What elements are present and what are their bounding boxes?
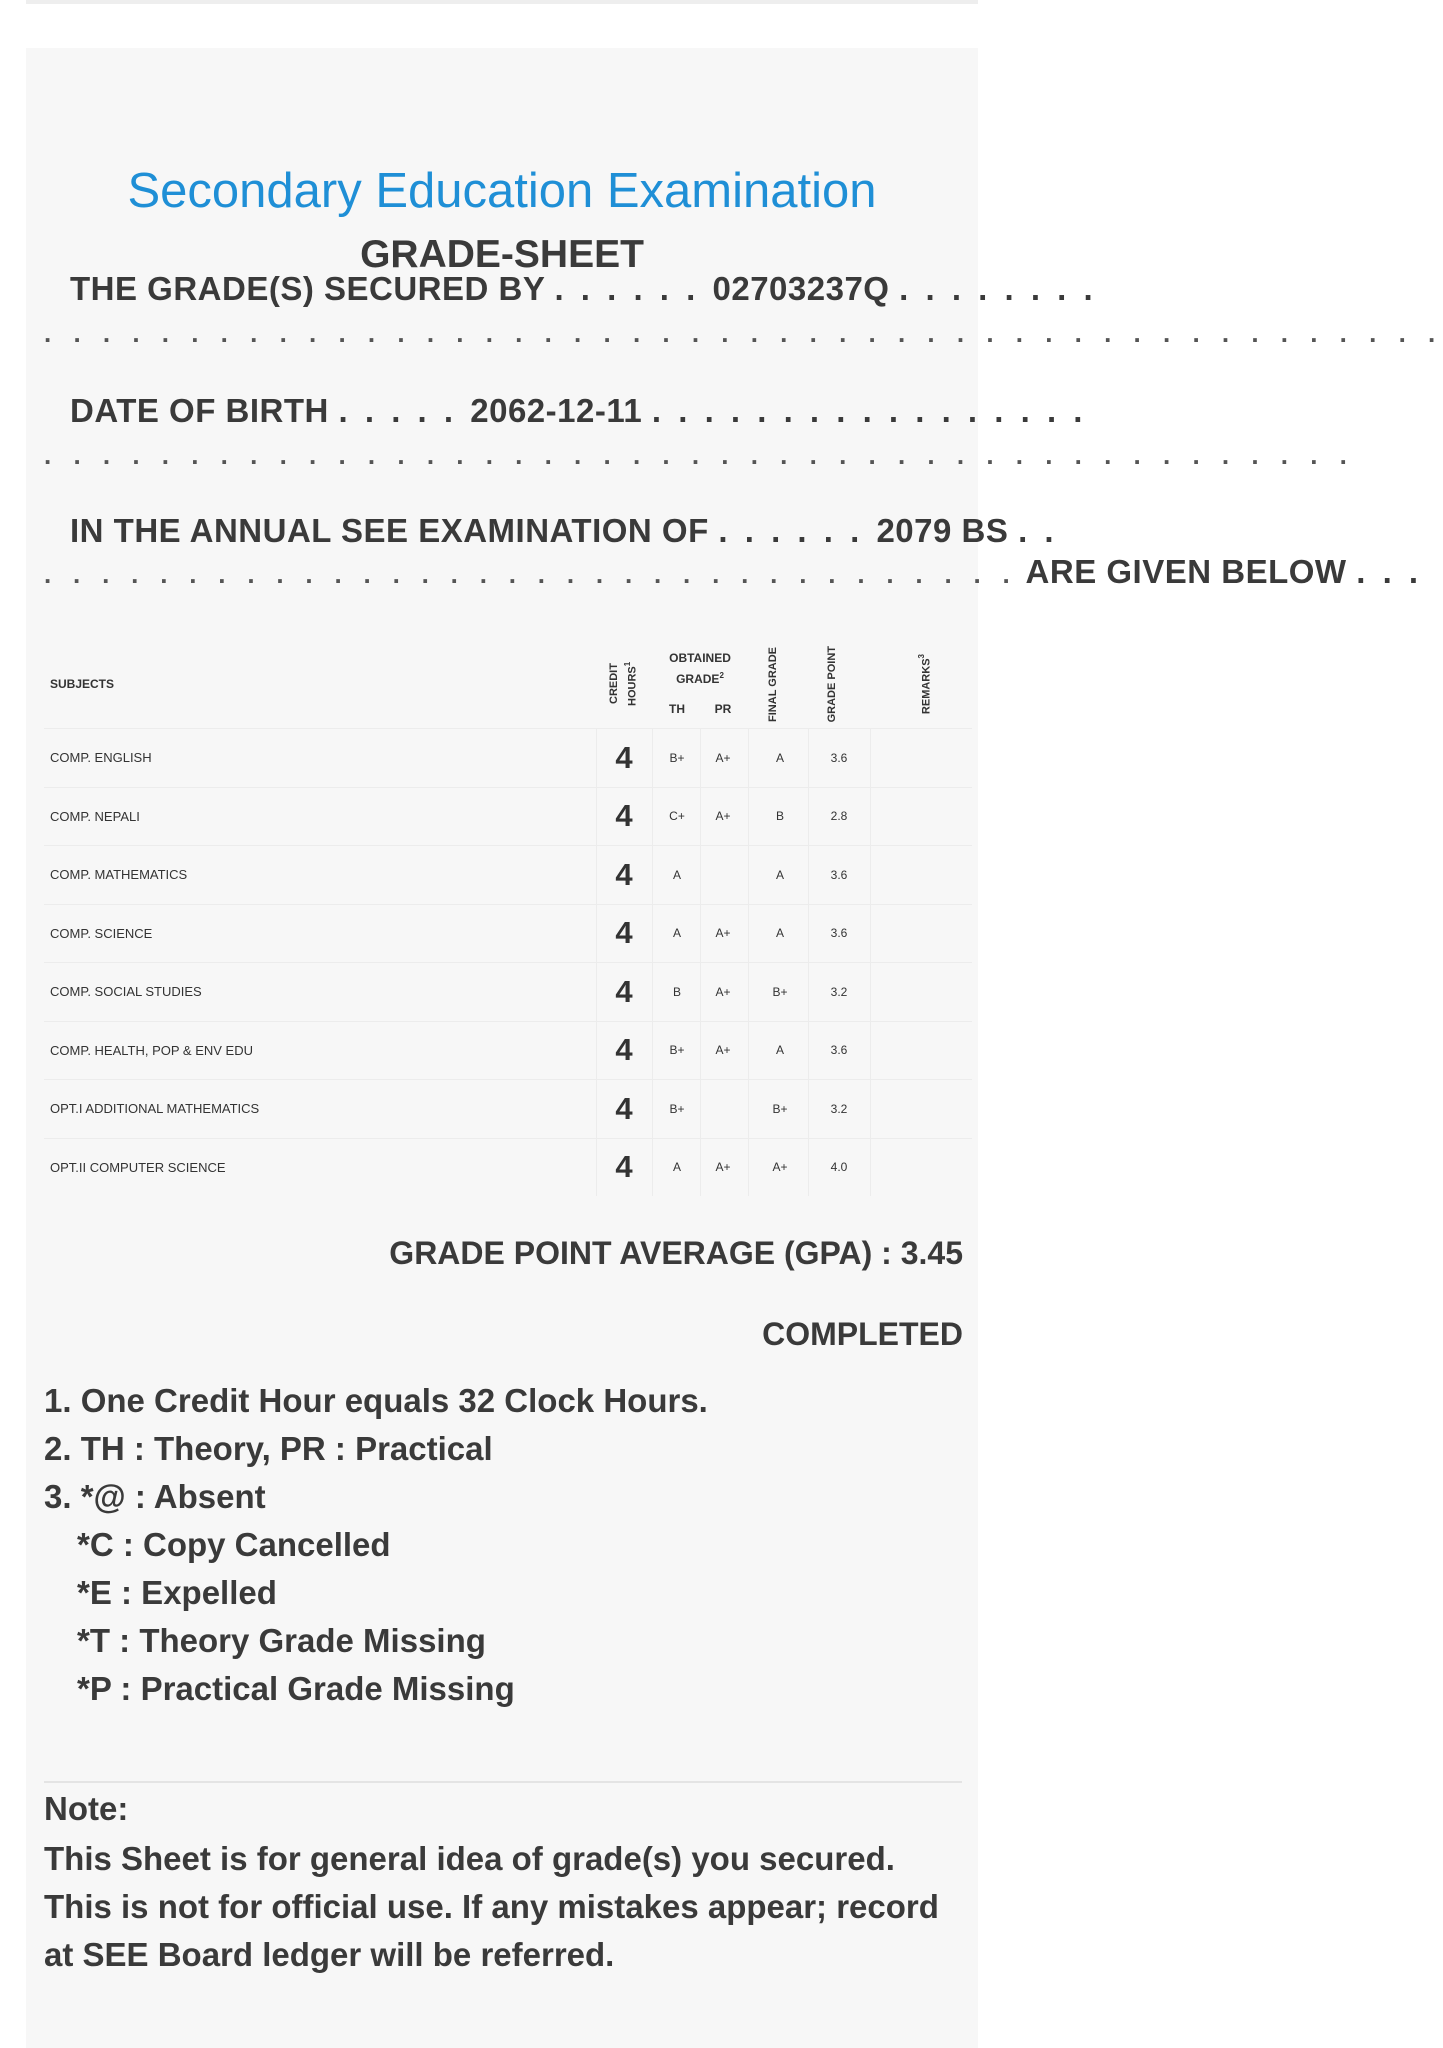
grade-point-cell: 3.6 xyxy=(830,926,848,941)
exam-of-line-2: . . . . . . . . . . . . . . . . . . . . . . . . . . . . . . . . . . ARE GIVEN BELOW . . . xyxy=(44,553,1423,590)
column-separator xyxy=(596,788,597,846)
credit-hours-cell: 4 xyxy=(615,856,633,892)
column-separator xyxy=(870,1139,871,1197)
column-separator xyxy=(808,846,809,904)
remarks-cell xyxy=(876,963,972,1021)
column-separator xyxy=(652,788,653,846)
header-grade-point: GRADE POINT xyxy=(826,645,838,723)
column-separator xyxy=(652,1080,653,1138)
header-th: TH xyxy=(669,702,685,716)
legend-item: *T : Theory Grade Missing xyxy=(77,1622,486,1659)
header-final-grade: FINAL GRADE xyxy=(767,646,779,722)
exam-of-label: IN THE ANNUAL SEE EXAMINATION OF xyxy=(70,512,709,549)
credit-hours-cell: 4 xyxy=(615,798,633,834)
column-separator xyxy=(808,963,809,1021)
legend-item: *P : Practical Grade Missing xyxy=(77,1670,515,1707)
final-grade-cell: A xyxy=(775,1043,784,1058)
remarks-cell xyxy=(876,729,972,787)
grade-point-cell: 3.6 xyxy=(830,867,848,882)
column-separator xyxy=(700,905,701,963)
top-divider xyxy=(26,0,978,4)
column-separator xyxy=(870,905,871,963)
remarks-cell xyxy=(876,846,972,904)
column-separator xyxy=(652,905,653,963)
column-separator xyxy=(748,1139,749,1197)
column-separator xyxy=(700,846,701,904)
column-separator xyxy=(652,729,653,787)
column-separator xyxy=(596,846,597,904)
column-separator xyxy=(870,729,871,787)
table-header xyxy=(44,640,972,728)
dob-line: DATE OF BIRTH . . . . . 2062-12-11 . . . . . . . . . . . . . . . . . xyxy=(44,392,964,430)
final-grade-cell: A xyxy=(775,867,784,882)
column-separator xyxy=(596,729,597,787)
secured-by-line: THE GRADE(S) SECURED BY . . . . . . 02703237Q . . . . . . . . xyxy=(44,270,964,308)
subject-cell: OPT.II COMPUTER SCIENCE xyxy=(50,1159,226,1175)
symbol-number: 02703237Q xyxy=(712,270,890,307)
grade-point-cell: 3.2 xyxy=(830,1101,848,1116)
dotted-filler: . . . . . . . . . . . . . . . . . . . . . . . . . . . . . . . . . . . . . . . . . . . . . . . . xyxy=(44,318,1443,348)
gpa-line xyxy=(389,1235,963,1272)
credit-hours-cell: 4 xyxy=(615,1149,633,1185)
remarks-cell xyxy=(876,788,972,846)
column-separator xyxy=(870,963,871,1021)
column-separator xyxy=(700,963,701,1021)
column-separator xyxy=(870,1022,871,1080)
practical-grade-cell: A+ xyxy=(715,984,731,999)
theory-grade-cell: A xyxy=(672,926,681,941)
dob-label: DATE OF BIRTH xyxy=(70,392,329,429)
subject-cell: COMP. NEPALI xyxy=(50,808,140,824)
column-separator xyxy=(700,1139,701,1197)
legend-item: *C : Copy Cancelled xyxy=(77,1526,391,1563)
credit-hours-cell: 4 xyxy=(615,1090,633,1126)
practical-grade-cell: A+ xyxy=(715,1043,731,1058)
sheet-title: GRADE-SHEET xyxy=(360,233,644,276)
column-separator xyxy=(870,788,871,846)
legend-item: 2. TH : Theory, PR : Practical xyxy=(44,1430,493,1467)
practical-grade-cell: A+ xyxy=(715,809,731,824)
column-separator xyxy=(652,1022,653,1080)
legend-item: *E : Expelled xyxy=(77,1574,277,1611)
column-separator xyxy=(748,1080,749,1138)
grades-table xyxy=(44,640,972,1196)
column-separator xyxy=(596,1022,597,1080)
header-obtained-grade: OBTAINED GRADE$^2$ xyxy=(669,651,731,686)
subject-cell: COMP. HEALTH, POP & ENV EDU xyxy=(50,1042,253,1058)
remarks-cell xyxy=(876,905,972,963)
final-grade-cell: A xyxy=(775,750,784,765)
exam-title: Secondary Education Examination xyxy=(127,164,877,218)
practical-grade-cell xyxy=(700,1080,746,1138)
column-separator xyxy=(808,1080,809,1138)
gpa-label: GRADE POINT AVERAGE (GPA) : xyxy=(389,1235,892,1271)
column-separator xyxy=(748,846,749,904)
column-separator xyxy=(808,729,809,787)
column-separator xyxy=(808,1139,809,1197)
theory-grade-cell: B+ xyxy=(669,750,685,765)
column-separator xyxy=(596,905,597,963)
dotted-filler: . . . . . . . . . . . . . . . . . . . . . . . . . . . . . . . . . . . . . . . . . . . . . xyxy=(44,440,1355,470)
given-below-text: ARE GIVEN BELOW xyxy=(1025,553,1347,590)
table-row xyxy=(44,962,972,1021)
legend-list xyxy=(44,1377,708,1713)
grade-point-cell: 3.2 xyxy=(830,984,848,999)
final-grade-cell: B+ xyxy=(772,1101,788,1116)
table-row xyxy=(44,1079,972,1138)
final-grade-cell: A xyxy=(775,926,784,941)
gpa-value: 3.45 xyxy=(900,1235,963,1271)
grade-point-cell: 2.8 xyxy=(830,809,848,824)
column-separator xyxy=(700,788,701,846)
column-separator xyxy=(596,963,597,1021)
exam-year: 2079 BS xyxy=(876,512,1009,549)
table-row xyxy=(44,728,972,787)
column-separator xyxy=(748,729,749,787)
remarks-cell xyxy=(876,1022,972,1080)
note-text: This Sheet is for general idea of grade(s) you secured. This is not for official use. If any mistakes appear; record at SEE Board ledger will be referred. xyxy=(44,1840,939,1973)
practical-grade-cell: A+ xyxy=(715,926,731,941)
grade-point-cell: 3.6 xyxy=(830,1043,848,1058)
practical-grade-cell: A+ xyxy=(715,1160,731,1175)
final-grade-cell: A+ xyxy=(772,1160,788,1175)
remarks-cell xyxy=(876,1139,972,1197)
column-separator xyxy=(652,963,653,1021)
credit-hours-cell: 4 xyxy=(615,915,633,951)
column-separator xyxy=(748,905,749,963)
subject-cell: COMP. ENGLISH xyxy=(50,750,152,766)
grade-point-cell: 3.6 xyxy=(830,750,848,765)
column-separator xyxy=(748,963,749,1021)
theory-grade-cell: A xyxy=(672,1160,681,1175)
table-row xyxy=(44,787,972,846)
theory-grade-cell: A xyxy=(672,867,681,882)
theory-grade-cell: B+ xyxy=(669,1043,685,1058)
column-separator xyxy=(808,1022,809,1080)
divider xyxy=(44,1781,962,1783)
status-text: COMPLETED xyxy=(762,1316,963,1352)
practical-grade-cell xyxy=(700,846,746,904)
subject-cell: COMP. SCIENCE xyxy=(50,925,153,941)
credit-hours-cell: 4 xyxy=(615,739,633,775)
theory-grade-cell: B xyxy=(672,984,681,999)
header-pr: PR xyxy=(714,702,732,716)
table-row xyxy=(44,1021,972,1080)
grade-point-cell: 4.0 xyxy=(830,1160,848,1175)
legend-item: 1. One Credit Hour equals 32 Clock Hours. xyxy=(44,1382,708,1419)
final-grade-cell: B xyxy=(775,809,784,824)
column-separator xyxy=(596,1080,597,1138)
legend-item: 3. *@ : Absent xyxy=(44,1478,266,1515)
table-row xyxy=(44,845,972,904)
table-row xyxy=(44,1138,972,1197)
header-subjects: SUBJECTS xyxy=(50,677,115,691)
subject-cell: COMP. MATHEMATICS xyxy=(50,867,188,883)
credit-hours-cell: 4 xyxy=(615,973,633,1009)
remarks-cell xyxy=(876,1080,972,1138)
subject-cell: OPT.I ADDITIONAL MATHEMATICS xyxy=(50,1101,260,1117)
final-grade-cell: B+ xyxy=(772,984,788,999)
column-separator xyxy=(808,788,809,846)
credit-hours-cell: 4 xyxy=(615,1032,633,1068)
table-row xyxy=(44,904,972,963)
note-title: Note: xyxy=(44,1790,129,1827)
column-separator xyxy=(870,1080,871,1138)
column-separator xyxy=(700,729,701,787)
column-separator xyxy=(808,905,809,963)
subject-cell: COMP. SOCIAL STUDIES xyxy=(50,984,202,1000)
practical-grade-cell: A+ xyxy=(715,750,731,765)
column-separator xyxy=(596,1139,597,1197)
theory-grade-cell: B+ xyxy=(669,1101,685,1116)
column-separator xyxy=(748,788,749,846)
header-credit-hours: CREDIT HOURS$^1$ xyxy=(608,661,639,707)
column-separator xyxy=(652,846,653,904)
dob-value: 2062-12-11 xyxy=(470,392,643,429)
theory-grade-cell: C+ xyxy=(669,809,685,824)
column-separator xyxy=(700,1080,701,1138)
column-separator xyxy=(652,1139,653,1197)
column-separator xyxy=(700,1022,701,1080)
column-separator xyxy=(870,846,871,904)
header-remarks: REMARKS$^3$ xyxy=(916,653,933,715)
exam-of-line: IN THE ANNUAL SEE EXAMINATION OF . . . . . . 2079 BS . . xyxy=(44,512,964,550)
secured-by-label: THE GRADE(S) SECURED BY xyxy=(70,270,545,307)
column-separator xyxy=(748,1022,749,1080)
